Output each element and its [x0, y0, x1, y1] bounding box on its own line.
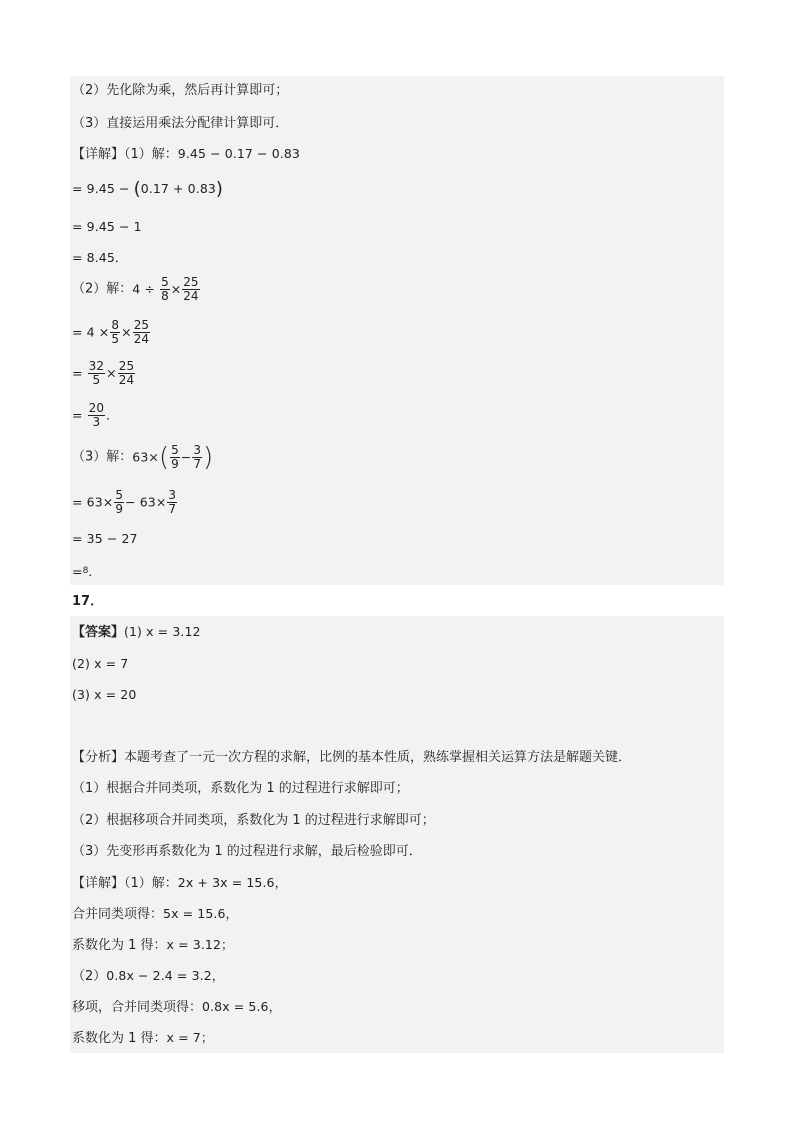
p1-step-3: = 8.45．	[72, 250, 128, 265]
detail-17-2: （2）0.8x − 2.4 = 3.2，	[72, 968, 225, 984]
detail-17-1: 【详解】（1）解：2x + 3x = 15.6，	[72, 875, 288, 891]
question-number-17: 17．	[72, 594, 104, 609]
detail-17-label: 【详解】	[72, 876, 125, 891]
p2-fraction-1: $\frac{5}{8}$	[161, 275, 169, 303]
method-line-2: （2）先化除为乘，然后再计算即可；	[72, 83, 289, 98]
p2-label: （2）解：	[72, 281, 133, 297]
p2-step-3: = $\frac{20}{3}$ ．	[72, 401, 119, 429]
p1-step-1: = 9.45 − (0.17 + 0.83)	[72, 178, 224, 200]
detail-p1-line	[72, 145, 300, 164]
detail-17-2-step-1: 移项，合并同类项得：0.8x = 5.6，	[72, 999, 282, 1015]
p1-expression: 9.45 − 0.17 − 0.83	[177, 146, 300, 161]
p3-step-2: = 35 − 27	[72, 531, 138, 546]
p3-line: （3）解：63×( $\frac{5}{9}$ − $\frac{3}{7}$ )	[72, 442, 214, 473]
p1-step-2: = 9.45 − 1	[72, 219, 142, 234]
detail-17-2-step-2: 系数化为 1 得：x = 7；	[72, 1030, 214, 1046]
answer-line-1: 【答案】(1) x = 3.12	[72, 624, 201, 640]
p2-fraction-2: $\frac{25}{24}$	[183, 275, 199, 303]
p2-step-2: = $\frac{32}{5}$ × $\frac{25}{24}$	[72, 359, 135, 387]
p2-line: （2）解：4 ÷ $\frac{5}{8}$ × $\frac{25}{24}$	[72, 275, 199, 303]
method-17-3: （3）先变形再系数化为 1 的过程进行求解，最后检验即可．	[72, 844, 422, 859]
p2-step-1: = 4 × $\frac{8}{5}$ × $\frac{25}{24}$	[72, 318, 150, 346]
p1-label: （1）解：	[124, 147, 178, 162]
detail-label: 【详解】	[72, 147, 125, 162]
answer-line-3: (3) x = 20	[72, 687, 137, 702]
detail-17-1-step-2: 系数化为 1 得：x = 3.12；	[72, 937, 234, 953]
analysis-line: 【分析】本题考查了一元一次方程的求解，比例的基本性质，熟练掌握相关运算方法是解题关键．	[72, 750, 632, 765]
detail-17-1-step-1: 合并同类项得：5x = 15.6，	[72, 906, 239, 922]
gray-band-bottom	[70, 616, 724, 1053]
p3-step-3: =$^8$．	[72, 564, 102, 579]
method-17-2: （2）根据移项合并同类项，系数化为 1 的过程进行求解即可；	[72, 813, 435, 828]
answer-label: 【答案】	[72, 625, 125, 640]
method-line-3: （3）直接运用乘法分配律计算即可．	[72, 116, 289, 131]
p3-label: （3）解：	[72, 449, 133, 465]
p3-step-1: = 63× $\frac{5}{9}$ − 63× $\frac{3}{7}$	[72, 488, 177, 516]
analysis-label: 【分析】	[72, 750, 125, 765]
answer-line-2: (2) x = 7	[72, 656, 129, 671]
method-17-1: （1）根据合并同类项，系数化为 1 的过程进行求解即可；	[72, 781, 409, 796]
